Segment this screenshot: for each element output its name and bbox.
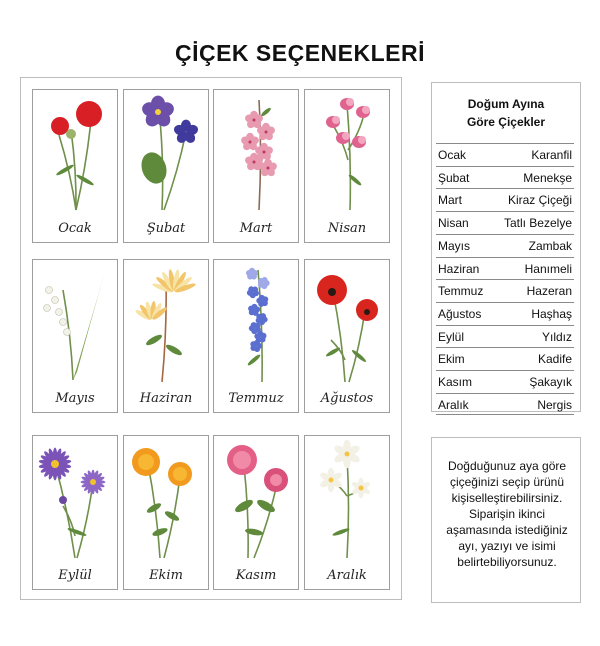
month-cell: Nisan (438, 216, 469, 231)
flower-cell: Menekşe (523, 170, 572, 185)
flower-cell: Kadife (537, 352, 572, 367)
month-cell: Temmuz (438, 284, 484, 299)
flower-card-subat[interactable] (123, 89, 209, 243)
card-label: Temmuz (228, 391, 284, 406)
flower-cell: Zambak (528, 238, 572, 253)
flower-cell: Karanfil (531, 148, 572, 162)
table-row (436, 188, 574, 211)
cherry-blossom-illustration (214, 90, 300, 220)
flower-cell: Haşhaş (531, 306, 572, 321)
table-row (436, 393, 574, 416)
card-label: Ağustos (320, 391, 374, 406)
flower-card-ocak[interactable] (32, 89, 118, 243)
larkspur-illustration (214, 260, 300, 390)
flower-card-mart[interactable] (213, 89, 299, 243)
card-label: Aralık (327, 568, 367, 583)
panel-title-line1: Doğum Ayına (467, 97, 545, 111)
flower-cell: Kiraz Çiçeği (507, 193, 572, 208)
card-label: Mart (239, 221, 273, 236)
note-line: kişiselleştirebilirsiniz. (451, 491, 563, 505)
honeysuckle-illustration (124, 260, 210, 390)
table-row (436, 370, 574, 393)
flower-cell: Tatlı Bezelye (503, 216, 572, 231)
card-label: Haziran (139, 391, 193, 406)
flower-card-mayis[interactable] (32, 259, 118, 413)
note-line: aşamasında istediğiniz (446, 523, 568, 537)
table-row (436, 143, 574, 166)
month-cell: Mayıs (438, 238, 471, 253)
panel-title (432, 95, 580, 131)
table-row (436, 302, 574, 325)
note-line: ayı, yazıyı ve isimi (458, 539, 556, 553)
card-label: Ocak (58, 221, 92, 236)
narcissus-illustration (305, 436, 391, 566)
info-note-text (440, 458, 574, 570)
panel-title-line2: Göre Çiçekler (466, 115, 546, 129)
month-cell: Eylül (438, 329, 465, 344)
flower-card-agustos[interactable] (304, 259, 390, 413)
table-row (436, 234, 574, 257)
month-cell: Ağustos (438, 306, 482, 321)
note-line: belirtebiliyorsunuz. (457, 555, 557, 569)
marigold-illustration (124, 436, 210, 566)
poppy-illustration (305, 260, 391, 390)
table-row (436, 257, 574, 280)
card-label: Mayıs (55, 391, 95, 406)
flower-cell: Nergis (537, 397, 572, 412)
flower-card-temmuz[interactable] (213, 259, 299, 413)
month-cell: Ocak (438, 148, 467, 162)
page-title: ÇİÇEK SEÇENEKLERİ (174, 40, 426, 66)
month-cell: Kasım (438, 375, 473, 389)
flower-card-haziran[interactable] (123, 259, 209, 413)
note-line: Siparişin ikinci (468, 507, 546, 521)
card-label: Kasım (235, 568, 277, 583)
month-cell: Haziran (438, 261, 480, 276)
month-cell: Ekim (438, 352, 465, 367)
aster-illustration (33, 436, 119, 566)
flower-card-ekim[interactable] (123, 435, 209, 590)
card-label: Nisan (327, 221, 367, 236)
flower-cell: Şakayık (529, 375, 572, 389)
flower-card-aralik[interactable] (304, 435, 390, 590)
note-line: çiçeğinizi seçip ürünü (449, 475, 565, 489)
month-cell: Mart (438, 193, 462, 208)
flower-cell: Yıldız (541, 329, 572, 344)
table-row (436, 347, 574, 370)
chrysanthemum-illustration (214, 436, 300, 566)
lily-of-the-valley-illustration (33, 260, 119, 390)
table-row (436, 279, 574, 302)
sweet-pea-illustration (305, 90, 391, 220)
flower-cell: Hanımeli (524, 261, 572, 276)
flower-card-nisan[interactable] (304, 89, 390, 243)
month-cell: Şubat (438, 170, 470, 185)
note-line: Doğduğunuz aya göre (447, 459, 567, 473)
violet-illustration (124, 90, 210, 220)
flower-cell: Hazeran (526, 284, 572, 299)
table-row (436, 325, 574, 348)
table-row (436, 166, 574, 189)
card-label: Ekim (149, 568, 183, 583)
table-row (436, 211, 574, 234)
carnation-illustration (33, 90, 119, 220)
info-note-box (431, 437, 581, 603)
card-label: Eylül (58, 568, 92, 583)
flower-card-kasim[interactable] (213, 435, 299, 590)
flower-card-eylul[interactable] (32, 435, 118, 590)
month-cell: Aralık (438, 397, 469, 412)
card-label: Şubat (146, 221, 186, 236)
